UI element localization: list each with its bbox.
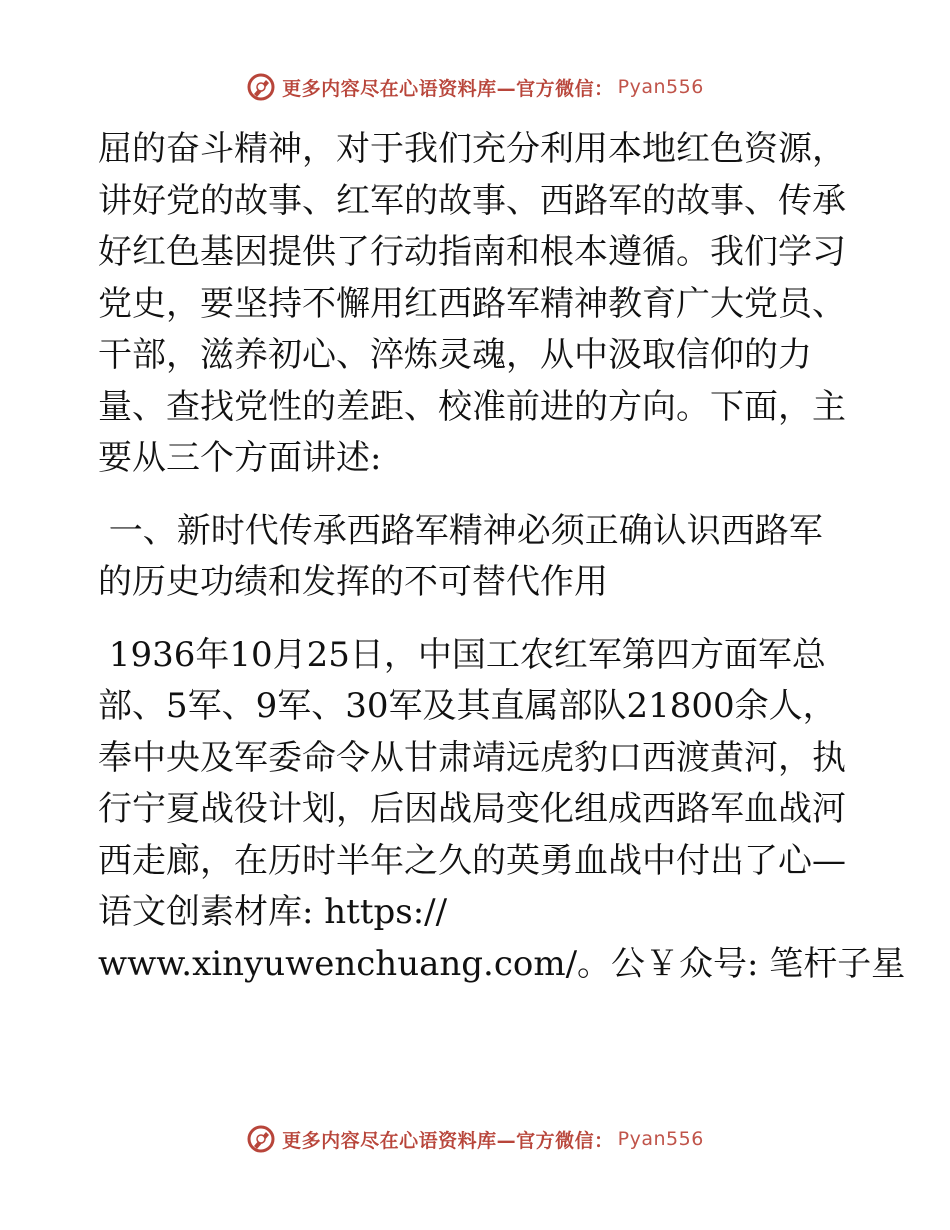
section-heading xyxy=(98,506,858,609)
watermark-text: 更多内容尽在心语资料库—官方微信： xyxy=(282,1129,614,1152)
watermark-handle: Pyan556 xyxy=(617,76,704,98)
text-line: 西走廊，在历时半年之久的英勇血战中付出了心— xyxy=(98,840,846,881)
text-line: 量、查找党性的差距、校准前进的方向。下面，主 xyxy=(98,386,846,427)
text-line: 干部，滋养初心、淬炼灵魂，从中汲取信仰的力 xyxy=(98,335,812,375)
header-watermark xyxy=(0,72,950,102)
text-line: 要从三个方面讲述: xyxy=(98,438,382,478)
pen-logo-icon xyxy=(246,1124,276,1154)
text-line: www.xinyuwenchuang.com/。公￥众号: 笔杆子星 xyxy=(98,943,906,984)
history-paragraph xyxy=(98,630,906,991)
text-line: 部、5军、9军、30军及其直属部队21800余人， xyxy=(98,686,837,726)
intro-paragraph xyxy=(98,124,858,485)
text-line: 行宁夏战役计划，后因战局变化组成西路军血战河 xyxy=(98,789,846,829)
text-line: 屈的奋斗精神，对于我们充分利用本地红色资源， xyxy=(98,129,846,169)
text-line: 1936年10月25日，中国工农红军第四方面军总 xyxy=(98,634,826,675)
text-line: 讲好党的故事、红军的故事、西路军的故事、传承 xyxy=(98,180,846,221)
watermark-text: 更多内容尽在心语资料库—官方微信： xyxy=(282,77,614,100)
pen-logo-icon xyxy=(246,72,276,102)
text-line: 语文创素材库: https:// xyxy=(98,892,448,932)
text-line: 一、新时代传承西路军精神必须正确认识西路军 xyxy=(98,510,823,551)
text-line: 的历史功绩和发挥的不可替代作用 xyxy=(98,562,608,602)
text-line: 党史，要坚持不懈用红西路军精神教育广大党员、 xyxy=(98,283,846,324)
watermark-handle: Pyan556 xyxy=(617,1128,704,1150)
text-line: 奉中央及军委命令从甘肃靖远虎豹口西渡黄河，执 xyxy=(98,737,846,778)
footer-watermark xyxy=(0,1124,950,1154)
document-body xyxy=(98,124,906,990)
text-line: 好红色基因提供了行动指南和根本遵循。我们学习 xyxy=(98,232,846,272)
